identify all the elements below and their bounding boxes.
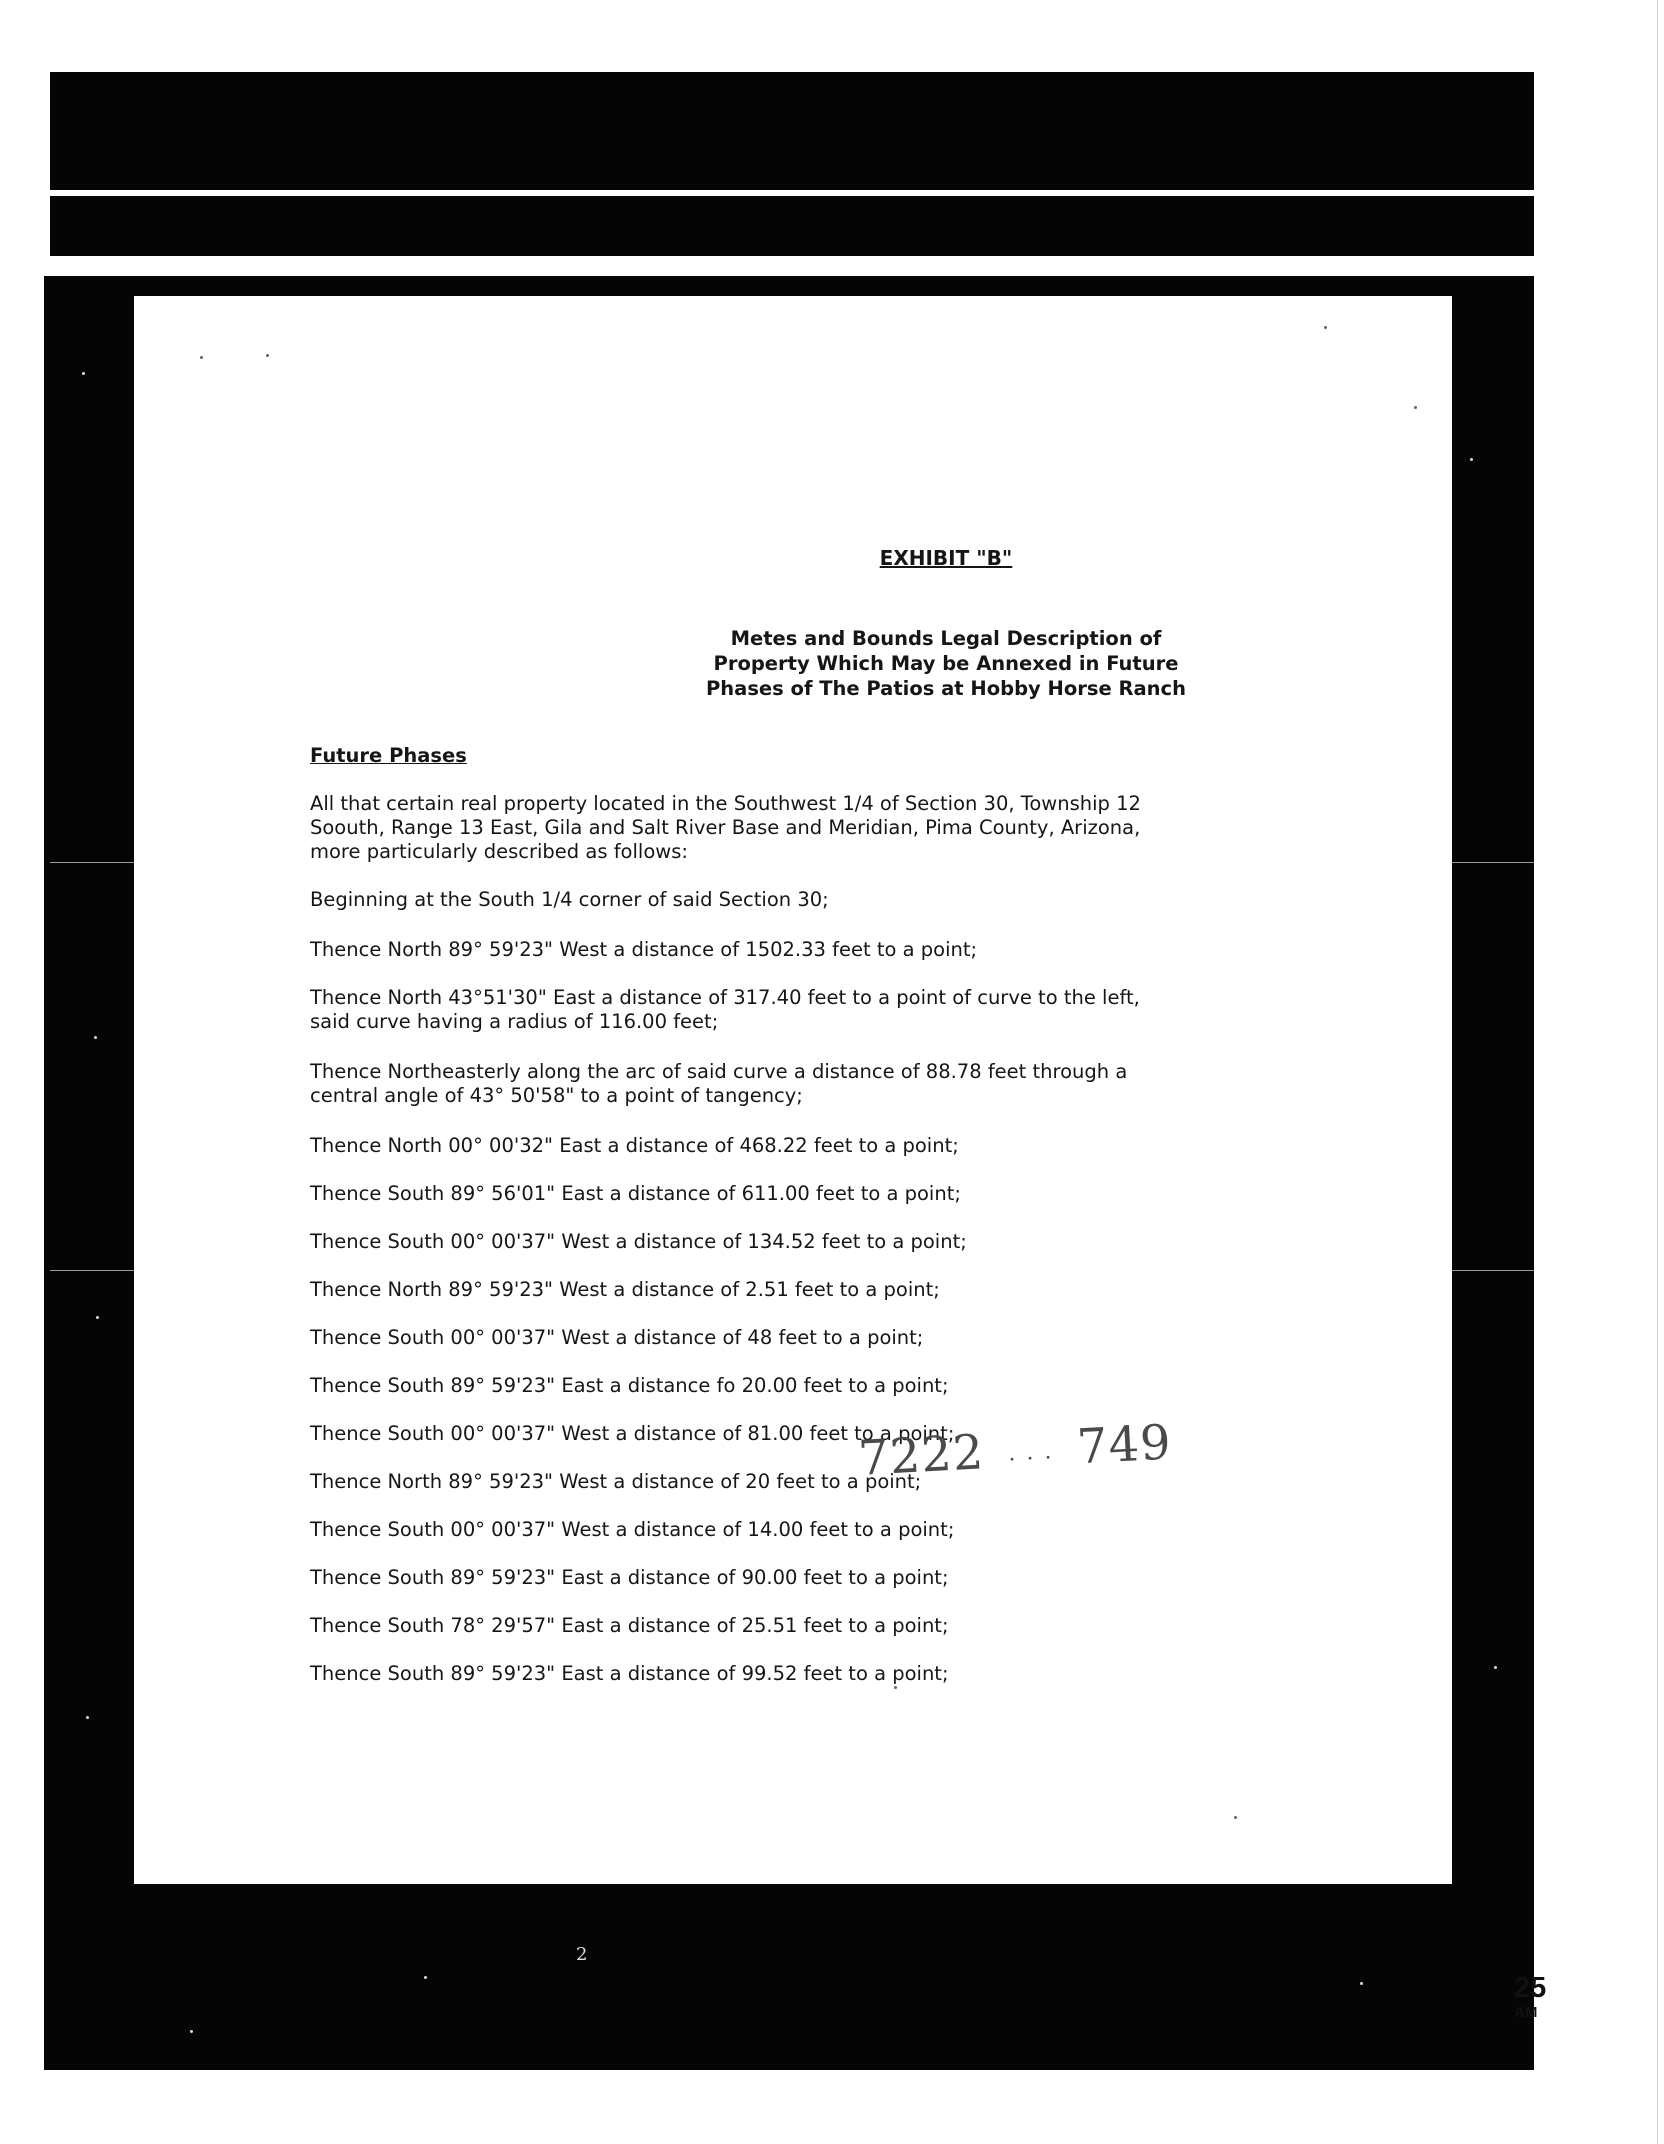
frame-speck	[190, 2030, 193, 2033]
course-line: Thence North 00° 00'32" East a distance of 468.22 feet to a point;	[310, 1134, 959, 1157]
frame-speck	[82, 372, 85, 375]
frame-scan-line	[50, 862, 134, 863]
frame-scan-line	[1452, 862, 1534, 863]
frame-speck	[94, 1036, 97, 1039]
document-page	[134, 296, 1452, 1884]
frame-scan-line	[50, 1270, 134, 1271]
scan-speck	[1324, 326, 1327, 329]
frame-scan-line	[1452, 1270, 1534, 1271]
scan-top-band	[50, 72, 1534, 190]
course-line: Thence South 78° 29'57" East a distance of 25.51 feet to a point;	[310, 1614, 949, 1637]
margin-meridiem: AM	[1514, 2004, 1538, 2021]
scan-speck	[266, 354, 269, 357]
frame-speck	[86, 1716, 89, 1719]
course-line: Thence South 89° 59'23" East a distance fo 20.00 feet to a point;	[310, 1374, 949, 1397]
page-edge-rule	[1657, 0, 1658, 2144]
exhibit-title: EXHIBIT "B"	[879, 546, 1013, 570]
course-line: Thence South 00° 00'37" West a distance of 134.52 feet to a point;	[310, 1230, 967, 1253]
course-line: Thence North 43°51'30" East a distance of 317.40 feet to a point of curve to the left, said curve having a radius of 116.00 feet;	[310, 986, 1140, 1033]
course-line: Thence South 89° 59'23" East a distance of 90.00 feet to a point;	[310, 1566, 949, 1589]
course-line: Thence Northeasterly along the arc of said curve a distance of 88.78 feet through a central angle of 43° 50'58" to a point of tangency;	[310, 1060, 1128, 1107]
stamp-page-number: 749	[1075, 1414, 1174, 1476]
frame-speck	[1360, 1982, 1363, 1985]
document-subtitle: Metes and Bounds Legal Description of Property Which May be Annexed in Future Phases of The Patios at Hobby Horse Ranch	[705, 627, 1186, 700]
scan-speck	[1414, 406, 1417, 409]
section-heading: Future Phases	[310, 744, 467, 767]
scan-speck	[894, 1686, 897, 1689]
frame-speck	[1470, 458, 1473, 461]
margin-number: 25	[1514, 1972, 1547, 2004]
course-line: Thence South 00° 00'37" West a distance of 48 feet to a point;	[310, 1326, 924, 1349]
scan-speck	[1234, 1816, 1237, 1819]
page-number: 2	[576, 1944, 588, 1965]
frame-speck	[424, 1976, 427, 1979]
scan-speck	[200, 356, 203, 359]
course-line: Thence South 89° 56'01" East a distance of 611.00 feet to a point;	[310, 1182, 961, 1205]
frame-speck	[96, 1316, 99, 1319]
stamp-separator: · · ·	[1008, 1445, 1055, 1473]
course-line: Thence North 89° 59'23" West a distance of 1502.33 feet to a point;	[310, 938, 978, 961]
stamp-docket-number: 7222	[856, 1424, 986, 1487]
course-line: Thence North 89° 59'23" West a distance of 20 feet to a point;	[310, 1470, 922, 1493]
frame-speck	[1494, 1666, 1497, 1669]
course-line: Thence South 00° 00'37" West a distance of 81.00 feet to a point;	[310, 1422, 955, 1445]
course-line: Thence North 89° 59'23" West a distance of 2.51 feet to a point;	[310, 1278, 940, 1301]
beginning-paragraph: Beginning at the South 1/4 corner of said Section 30;	[310, 888, 829, 911]
margin-timestamp	[1514, 1974, 1546, 2020]
course-line: Thence South 00° 00'37" West a distance of 14.00 feet to a point;	[310, 1518, 955, 1541]
scan-top-strip	[50, 196, 1534, 256]
intro-paragraph: All that certain real property located in the Southwest 1/4 of Section 30, Township 12 Soouth, Range 13 East, Gila and Salt River Base and Meridian, Pima County, Arizona, more particularly described as follows:	[310, 792, 1141, 863]
course-line: Thence South 89° 59'23" East a distance of 99.52 feet to a point;	[310, 1662, 949, 1685]
